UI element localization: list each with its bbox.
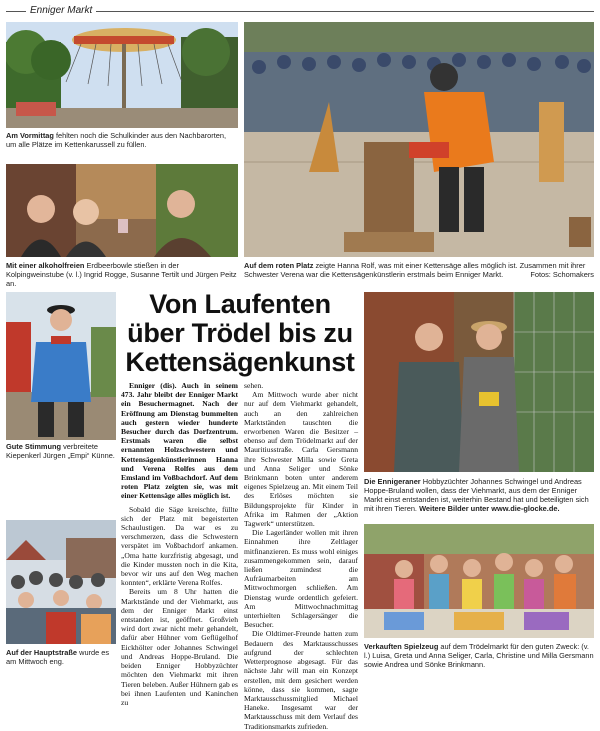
caption-text: auf dem Trödelmarkt für den guten Zweck: (v. l.) Luisa, Greta und Anna Seliger, Carla, Christine und Milla Gersmann sowie Andrea und Sönke Brinkmann. bbox=[364, 642, 594, 669]
caption-spiel bbox=[364, 642, 594, 669]
more-photos-link[interactable]: Weitere Bilder unter www.die-glocke.de. bbox=[419, 504, 560, 513]
caption-lead: Am Vormittag bbox=[6, 131, 54, 140]
caption-platz bbox=[244, 261, 594, 279]
caption-karussell bbox=[6, 131, 238, 149]
caption-text: fehlten noch die Schulkinder aus den Nachbarorten, um alle Plätze im Kettenkarussell zu füllen. bbox=[6, 131, 227, 149]
photo-kiepenkerl bbox=[6, 292, 116, 440]
caption-lead: Mit einer alkoholfreien bbox=[6, 261, 85, 270]
photo-karussell bbox=[6, 22, 238, 128]
caption-text: wurde es am Mittwoch eng. bbox=[6, 648, 110, 666]
caption-hobby bbox=[364, 477, 594, 513]
article-paragraph: Sobald die Säge kreischte, füllte sich der Platz mit begeisterten Schaulustigen. Da war es zu verschmerzen, dass die Schwestern verspätet im Voßbachdorf ankamen. „Oma hatte kurzfristig abgesagt, und die Kinder mussten noch in die Kita, bevor wir uns auf den Weg machen konnten“, erklärte Verena Rolfes. bbox=[121, 504, 238, 588]
article-paragraph: Die Oldtimer-Freunde hatten zum Bedauern des Marktausschusses aufgrund der schlechten Wetterprognose abgesagt. Für das nächste Jahr will man ein Konzept erstellen, mit dem gesichert werden könne, dass sie kommen, sagte Marktausschussmitglied Michael Haneke. Insgesamt war der Marktausschuss mit dem Verlauf des Traditionsmarkts zufrieden. bbox=[244, 629, 358, 731]
caption-lead: Auf der Hauptstraße bbox=[6, 648, 78, 657]
caption-lead: Auf dem roten Platz bbox=[244, 261, 314, 270]
caption-text: zeigte Hanna Rolf, was mit einer Kettensäge alles möglich ist. Zusammen mit ihrer Schwester Verena war die Kettensägenkünstlerin erstmals beim Enniger Markt. bbox=[244, 261, 586, 279]
article-lead-paragraph: Enniger (dis). Auch in seinem 473. Jahr bleibt der Enniger Markt ein Besuchermagnet. Nach der Eröffnung am Dienstag bummelten auch gestern wieder hunderte Besucher durch das Dorfzentrum. Erstmals waren die selbst ernannten Holzschwestern und Kettensägenkünstlerinnen Hanna und Verena Rolfes aus dem Emsland im Voßbachdorf. Auf dem roten Platz zeigten sie, was mit einer Kettensäge alles möglich ist. bbox=[121, 381, 238, 501]
caption-text: Erdbeerbowle stießen in der Kolpingweinstube (v. l.) Ingrid Rogge, Susanne Tertilt und Jürgen Peitz an. bbox=[6, 261, 237, 288]
section-header bbox=[0, 0, 600, 22]
photo-hauptstrasse bbox=[6, 520, 116, 644]
headline bbox=[120, 290, 360, 377]
caption-text: Hobbyzüchter Johannes Schwingel und Andreas Hoppe-Bruland wollen, dass der Viehmarkt, aus dem der Enniger Markt einst entstanden ist, weiterhin Bestand hat und beteiligten sich mit ihren Tieren. bbox=[364, 477, 589, 513]
header-rule bbox=[96, 11, 594, 12]
headline-line: Kettensägenkunst bbox=[125, 347, 355, 377]
article-paragraph: Am Mittwoch wurde aber nicht nur auf dem Viehmarkt gehandelt, auch an den zahlreichen Marktständen tauschten die erworbenen Waren die Besitzer – ebenso auf dem Trödelmarkt auf der Mauritiusstraße. Carla Gersmann ihre Schwester Milla sowie Greta und Anna Seliger und Sönke Brinkmann boten unter anderem eigenes Spielzeug an. Mit einem Teil des Erlöses möchten sie Bildungsprojekte für Kinder in Afrika im Rahmen der „Aktion Tagwerk“ unterstützen. bbox=[244, 390, 358, 529]
headline-line: über Trödel bis zu bbox=[127, 318, 353, 348]
caption-lead: Gute Stimmung bbox=[6, 442, 62, 451]
caption-stimmung bbox=[6, 442, 116, 460]
article-column-1 bbox=[121, 381, 238, 707]
article-paragraph: Bereits um 8 Uhr hatten die Marktstände und der Viehmarkt, aus dem der Enniger Markt einst entstanden ist, geöffnet. Großvieh wird dort zwar nicht mehr gehandelt, dafür aber Hühner vom Geflügelhof Eickhölter oder Johannes Schwingel und Andreas Hoppe-Bruland. Die beiden Enniger Hobbyzüchter möchten den Viehmarkt mit ihren Tieren beleben. Außer Hühnern gab es bei ihnen Laufenten und Kaninchen zu bbox=[121, 587, 238, 707]
caption-text: verbreitete Kiepenkerl Jürgen „Empi“ Künne. bbox=[6, 442, 115, 460]
photo-credit: Fotos: Schomakers bbox=[530, 270, 594, 279]
caption-bowle bbox=[6, 261, 238, 288]
caption-lead: Die Ennigeraner bbox=[364, 477, 421, 486]
headline-line: Von Laufenten bbox=[149, 289, 331, 319]
article-paragraph: sehen. bbox=[244, 381, 264, 390]
photo-kettensaege bbox=[244, 22, 594, 257]
photo-bowle bbox=[6, 164, 238, 257]
header-rule-left bbox=[6, 11, 26, 12]
caption-lead: Verkauften Spielzeug bbox=[364, 642, 439, 651]
photo-spielzeug bbox=[364, 524, 594, 638]
article-column-2 bbox=[244, 381, 358, 731]
section-label: Enniger Markt bbox=[30, 5, 93, 16]
article-paragraph: Die Lagerländer wollen mit ihren Einnahmen ihre Zeltlager mitfinanzieren. Es muss wohl einiges zusammengekommen sein, darauf ließen zumindest die Aufräumarbeiten am Mittwochmorgen schließen. Am Dienstag wurde ordentlich gefeiert. Am Mittwochnachmittag unterhielten Schlagersänger die Besucher. bbox=[244, 528, 358, 630]
caption-haupt bbox=[6, 648, 116, 666]
photo-hobbyzuechter bbox=[364, 292, 594, 472]
